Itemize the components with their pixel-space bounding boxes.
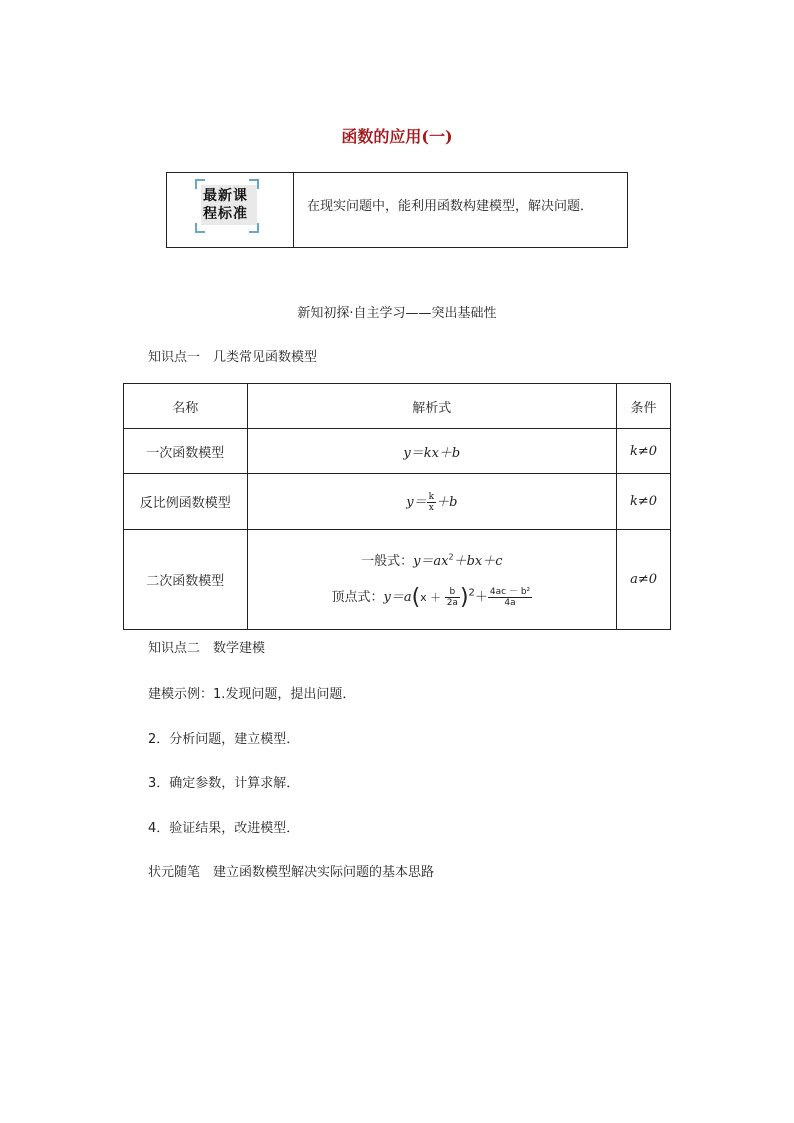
table-row <box>124 429 671 474</box>
knowledge-point-1-heading: 知识点一 几类常见函数模型 <box>148 350 318 365</box>
model-condition: a≠0 <box>617 530 671 630</box>
formula-part: y＝a <box>383 589 412 605</box>
model-condition: k≠0 <box>617 429 671 474</box>
vertex-form-label: 顶点式： <box>331 589 384 605</box>
function-models-table <box>123 383 671 630</box>
formula-part: ＋bx＋c <box>453 553 503 569</box>
exponent: 2 <box>468 587 475 599</box>
knowledge-point-2-heading: 知识点二 数学建模 <box>148 641 266 656</box>
fraction <box>445 587 460 608</box>
header-formula: 解析式 <box>247 384 617 429</box>
header-condition: 条件 <box>617 384 671 429</box>
modeling-step: 建模示例：1.发现问题，提出问题． <box>148 687 356 702</box>
fraction-numerator: b <box>445 587 460 598</box>
model-name: 二次函数模型 <box>124 530 248 630</box>
course-standard-label: 最新课程标准 <box>201 185 257 225</box>
formula-part: ＋b <box>436 494 458 510</box>
divider <box>293 173 294 247</box>
study-note: 状元随笔 建立函数模型解决实际问题的基本思路 <box>148 865 435 880</box>
model-condition: k≠0 <box>617 474 671 530</box>
course-standard-box <box>166 172 628 248</box>
model-formula <box>247 474 617 530</box>
fraction <box>488 587 532 608</box>
formula-part: x ＋ <box>420 590 445 604</box>
formula-part: y＝ <box>406 494 427 510</box>
table-row <box>124 474 671 530</box>
model-formula: y＝kx＋b <box>247 429 617 474</box>
fraction-numerator: 4ac － b² <box>489 586 531 597</box>
right-paren-icon: ) <box>459 584 469 610</box>
exponent: 2 <box>448 552 454 562</box>
fraction-denominator: x <box>428 502 434 513</box>
course-standard-text: 在现实问题中，能利用函数构建模型，解决问题． <box>307 199 594 214</box>
modeling-step: 3．确定参数，计算求解． <box>148 776 300 791</box>
table-row <box>124 530 671 630</box>
section-heading: 新知初探·自主学习——突出基础性 <box>297 306 497 321</box>
general-form <box>248 550 617 569</box>
course-standard-badge <box>197 181 257 231</box>
left-paren-icon: ( <box>411 584 421 610</box>
fraction-denominator: 2a <box>446 597 458 608</box>
vertex-form <box>248 585 617 610</box>
model-formula <box>247 530 617 630</box>
fraction-numerator: k <box>428 491 435 502</box>
modeling-step: 2．分析问题，建立模型． <box>148 732 300 747</box>
formula-part: y＝ax <box>413 553 449 569</box>
model-name: 反比例函数模型 <box>124 474 248 530</box>
modeling-step: 4．验证结果，改进模型． <box>148 821 300 836</box>
fraction-denominator: 4a <box>504 597 516 608</box>
fraction <box>427 492 436 513</box>
table-header-row <box>124 384 671 429</box>
model-name: 一次函数模型 <box>124 429 248 474</box>
formula-part: ＋ <box>474 589 488 605</box>
header-name: 名称 <box>124 384 248 429</box>
general-form-label: 一般式： <box>361 553 414 569</box>
page-title: 函数的应用(一) <box>341 127 453 146</box>
